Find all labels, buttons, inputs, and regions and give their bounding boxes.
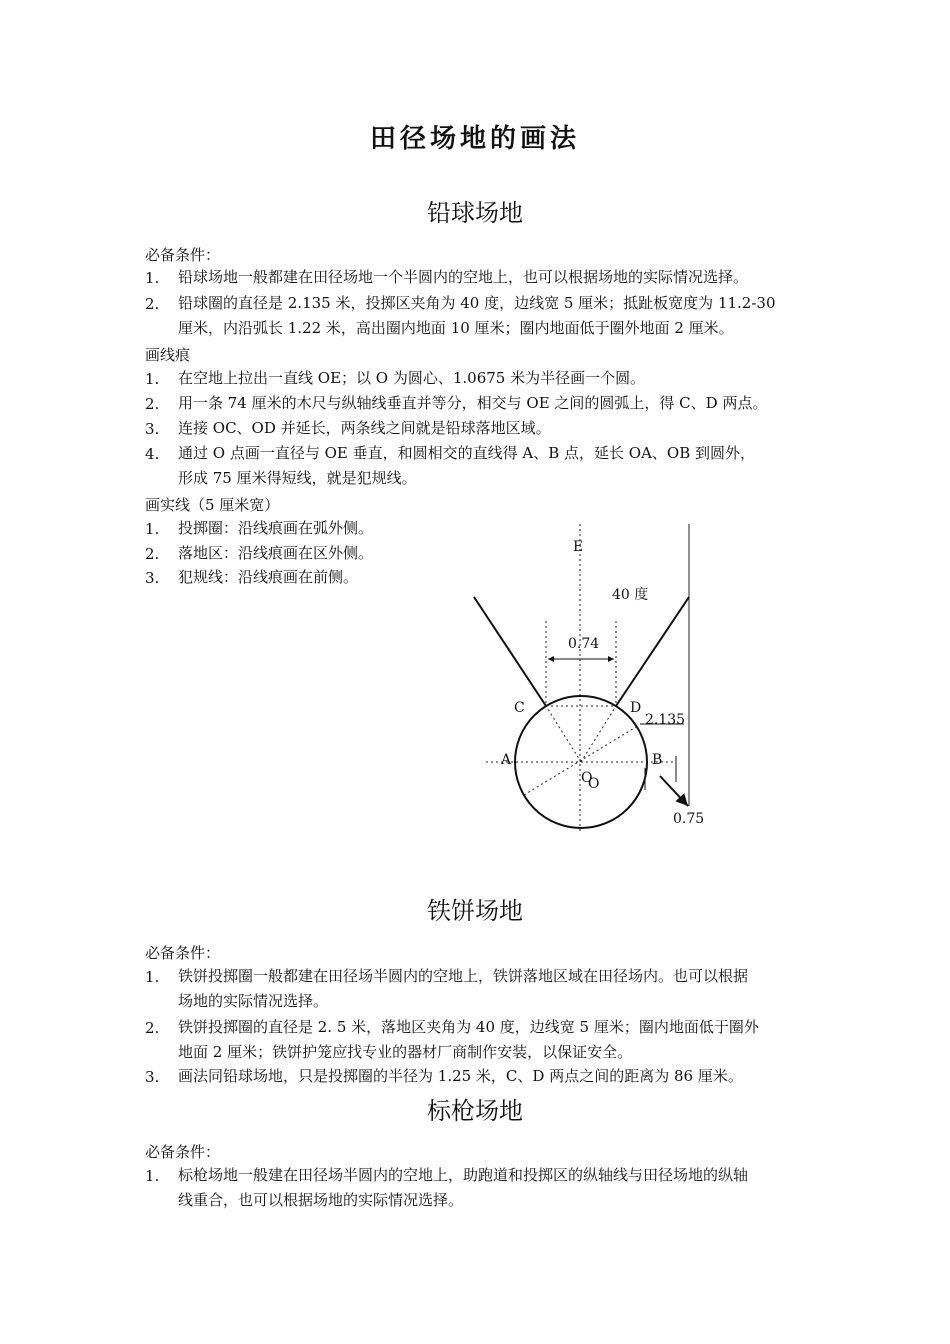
label-angle: 40 度 [612, 587, 649, 603]
section-heading-discus: 铁饼场地 [427, 897, 523, 925]
item-text: 在空地上拉出一直线 OE；以 O 为圆心、1.0675 米为半径画一个圆。 [178, 369, 646, 387]
item-number: 4. [145, 445, 160, 463]
label-o-offset: O [588, 776, 600, 792]
item-text: 标枪场地一般建在田径场半圆内的空地上，助跑道和投掷区的纵轴线与田径场地的纵轴 [178, 1166, 749, 1184]
item-number: 2. [145, 295, 160, 313]
javelin-prereq-label: 必备条件： [145, 1143, 221, 1161]
item-text: 场地的实际情况选择。 [178, 992, 329, 1010]
page-title: 田径场地的画法 [369, 124, 580, 154]
item-text: 铁饼投掷圈一般都建在田径场半圆内的空地上，铁饼落地区域在田径场内。也可以根据 [178, 967, 749, 985]
item-number: 3. [145, 1068, 160, 1086]
discus-prereq-label: 必备条件： [145, 944, 221, 962]
item-text: 犯规线：沿线痕画在前侧。 [178, 568, 359, 586]
item-text: 铅球圈的直径是 2.135 米，投掷区夹角为 40 度，边线宽 5 厘米；抵趾板宽度为 11.2-30 [178, 294, 776, 312]
item-text: 投掷圈：沿线痕画在弧外侧。 [178, 519, 374, 537]
sector-line-right [616, 597, 689, 706]
item-number: 1. [145, 520, 160, 538]
shot-marks-label: 画线痕 [145, 346, 191, 364]
shot-prereq-label: 必备条件： [145, 246, 221, 264]
label-a: A [501, 752, 512, 768]
shot-solid-label: 画实线（5 厘米宽） [145, 496, 280, 514]
item-number: 3. [145, 569, 160, 587]
label-diameter: 2.135 [645, 712, 686, 728]
item-text: 厘米，内沿弧长 1.22 米，高出圈内地面 10 厘米；圈内地面低于圈外地面 2 厘米。 [178, 319, 734, 337]
item-number: 1. [145, 968, 160, 986]
item-number: 2. [145, 1019, 160, 1037]
item-text: 线重合，也可以根据场地的实际情况选择。 [178, 1191, 464, 1209]
item-number: 2. [145, 545, 160, 563]
item-text: 画法同铅球场地，只是投掷圈的半径为 1.25 米，C、D 两点之间的距离为 86 厘米。 [178, 1067, 743, 1085]
label-e: E [573, 539, 584, 555]
item-number: 1. [145, 269, 160, 287]
foul-line-arrow [660, 776, 688, 806]
label-b: B [652, 752, 663, 768]
label-c: C [514, 700, 525, 716]
label-chord: 0.74 [568, 636, 600, 652]
item-number: 1. [145, 370, 160, 388]
label-foul: 0.75 [673, 811, 705, 827]
item-text: 通过 O 点画一直径与 OE 垂直，和圆相交的直线得 A、B 点，延长 OA、OB 到圆外， [178, 444, 755, 462]
item-text: 用一条 74 厘米的木尺与纵轴线垂直并等分，相交与 OE 之间的圆弧上，得 C、D 两点。 [178, 394, 768, 412]
sector-line-left [474, 597, 546, 706]
item-text: 连接 OC、OD 并延长，两条线之间就是铅球落地区域。 [178, 419, 551, 437]
item-text: 铁饼投掷圈的直径是 2. 5 米，落地区夹角为 40 度，边线宽 5 厘米；圈内地面低于圈外 [178, 1018, 759, 1036]
item-text: 形成 75 厘米得短线，就是犯规线。 [178, 469, 417, 487]
item-number: 1. [145, 1167, 160, 1185]
section-heading-javelin: 标枪场地 [427, 1097, 523, 1125]
radius-oc-line [546, 706, 581, 762]
item-number: 2. [145, 395, 160, 413]
label-o: O [581, 770, 593, 786]
label-d: D [630, 700, 642, 716]
item-text: 落地区：沿线痕画在区外侧。 [178, 544, 374, 562]
item-text: 地面 2 厘米；铁饼护笼应找专业的器材厂商制作安装，以保证安全。 [178, 1043, 633, 1061]
item-text: 铅球场地一般都建在田径场地一个半圆内的空地上，也可以根据场地的实际情况选择。 [178, 268, 749, 286]
radius-od-line [581, 706, 616, 762]
item-number: 3. [145, 420, 160, 438]
section-heading-shot: 铅球场地 [427, 199, 523, 227]
